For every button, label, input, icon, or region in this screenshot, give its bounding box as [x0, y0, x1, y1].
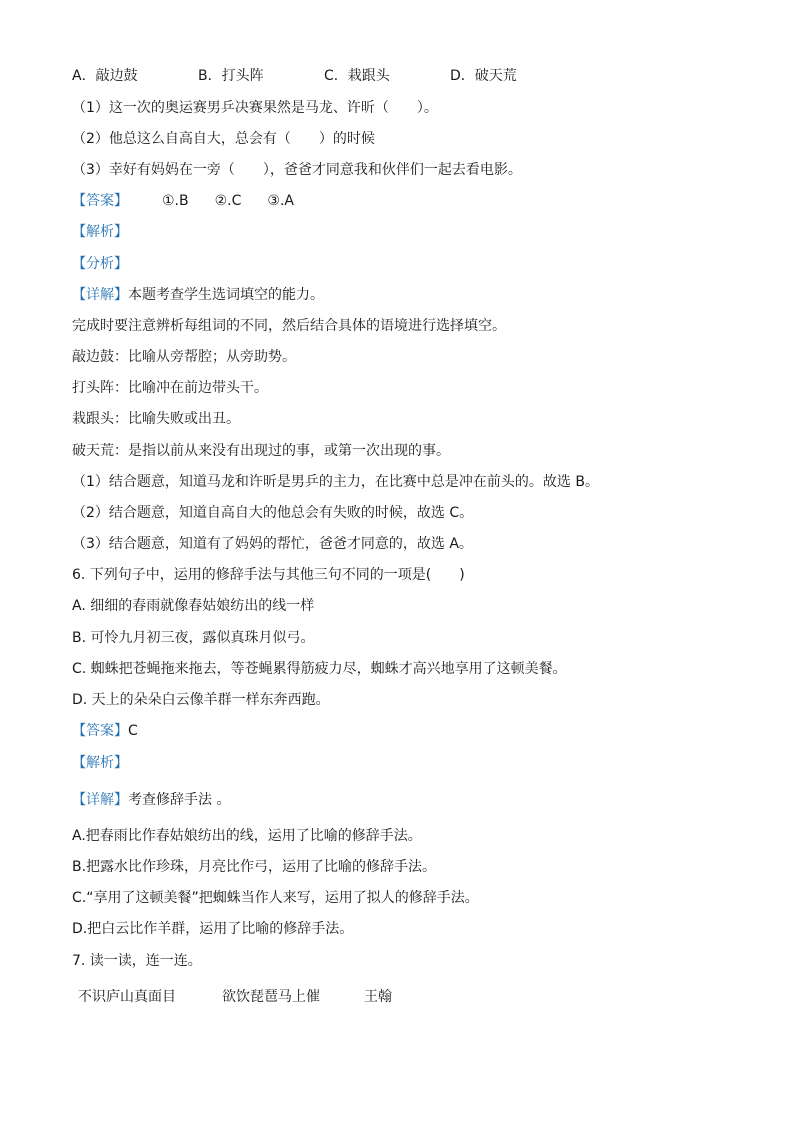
q5-line-2: 敲边鼓：比喻从旁帮腔；从旁助势。: [72, 349, 296, 365]
q5-options: [72, 66, 517, 86]
q5-line-3: 打头阵：比喻冲在前边带头干。: [72, 380, 268, 396]
q5-line-6: （1）结合题意，知道马龙和许昕是男乒的主力，在比赛中总是冲在前头的。故选 B。: [72, 474, 599, 490]
q6-line-c: C.“享用了这顿美餐”把蜘蛛当作人来写，运用了拟人的修辞手法。: [72, 890, 479, 906]
q6-answer: [72, 721, 138, 741]
q6-option-d: D. 天上的朵朵白云像羊群一样东奔西跑。: [72, 692, 330, 708]
q5-fenxi-label: 【分析】: [72, 256, 128, 272]
q5-option-c: C．栽跟头: [324, 68, 390, 84]
q5-answer-3: ③.A: [267, 193, 294, 209]
q5-option-a: A．敲边鼓: [72, 68, 138, 84]
q5-detail-text: 本题考查学生选词填空的能力。: [128, 287, 324, 303]
q5-answer-2: ②.C: [214, 193, 242, 209]
q5-item-3: （3）幸好有妈妈在一旁（ ），爸爸才同意我和伙伴们一起去看电影。: [72, 162, 522, 178]
detail-label: 【详解】: [72, 792, 128, 808]
q5-item-2: （2）他总这么自高自大，总会有（ ）的时候: [72, 131, 375, 147]
q5-line-8: （3）结合题意，知道有了妈妈的帮忙，爸爸才同意的，故选 A。: [72, 536, 473, 552]
answer-label: 【答案】: [72, 193, 128, 209]
q7-cell-1: 不识庐山真面目: [78, 989, 176, 1005]
q7-cell-2: 欲饮琵琶马上催: [222, 989, 320, 1005]
q6-question: 6. 下列句子中，运用的修辞手法与其他三句不同的一项是( ): [72, 567, 465, 583]
q6-answer-value: C: [128, 723, 138, 739]
q5-item-1: （1）这一次的奥运赛男乒决赛果然是马龙、许昕（ ）。: [72, 100, 438, 116]
q7-question: 7. 读一读，连一连。: [72, 953, 202, 969]
q6-line-d: D.把白云比作羊群，运用了比喻的修辞手法。: [72, 921, 354, 937]
q6-option-c: C. 蜘蛛把苍蝇拖来拖去，等苍蝇累得筋疲力尽，蜘蛛才高兴地享用了这顿美餐。: [72, 661, 567, 677]
q5-line-5: 破天荒：是指以前从来没有出现过的事，或第一次出现的事。: [72, 443, 450, 459]
q5-analysis-label: 【解析】: [72, 224, 128, 240]
q6-detail-text: 考查修辞手法 。: [128, 792, 231, 808]
q6-analysis-label: 【解析】: [72, 755, 128, 771]
q5-line-4: 栽跟头：比喻失败或出丑。: [72, 411, 240, 427]
q5-option-b: B．打头阵: [198, 68, 264, 84]
q5-line-7: （2）结合题意，知道自高自大的他总会有失败的时候，故选 C。: [72, 505, 474, 521]
q6-detail: [72, 790, 230, 810]
q5-line-1: 完成时要注意辨析每组词的不同，然后结合具体的语境进行选择填空。: [72, 318, 506, 334]
q6-line-b: B.把露水比作珍珠，月亮比作弓，运用了比喻的修辞手法。: [72, 859, 437, 875]
q6-option-a: A. 细细的春雨就像春姑娘纺出的线一样: [72, 598, 315, 614]
q7-cell-3: 王翰: [364, 989, 392, 1005]
answer-label: 【答案】: [72, 723, 128, 739]
q5-answer: [72, 191, 294, 211]
q6-option-b: B. 可怜九月初三夜，露似真珠月似弓。: [72, 630, 315, 646]
q5-detail: [72, 285, 324, 305]
q5-option-d: D．破天荒: [450, 68, 517, 84]
q5-answer-1: ①.B: [162, 193, 189, 209]
q6-line-a: A.把春雨比作春姑娘纺出的线，运用了比喻的修辞手法。: [72, 828, 422, 844]
detail-label: 【详解】: [72, 287, 128, 303]
